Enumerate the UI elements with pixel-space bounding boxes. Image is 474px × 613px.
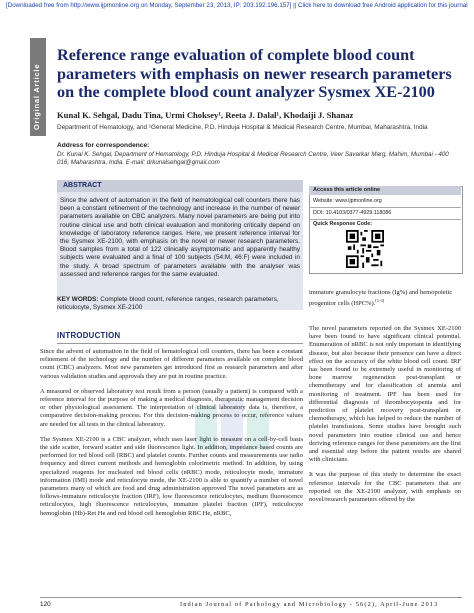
qr-label: Quick Response Code: <box>313 221 373 227</box>
doi-link[interactable]: DOI: 10.4103/0377-4929.118086 <box>313 210 392 216</box>
website-link[interactable]: Website: www.ijpmonline.org <box>313 198 382 204</box>
footer-rule <box>40 597 462 598</box>
keywords-list: Complete blood count, reference ranges, research parameters, reticulocyte, Sysmex XE-2100 <box>57 296 279 312</box>
correspondence-address: Dr. Kunal K. Sehgal, Department of Hematology, P.D. Hinduja Hospital & Medical Research Centre, Veer Savarkar Marg, Mahim, Mumbai - 400 016, Maharashtra, India. E-mail: drkunalsehgal@gmail.com <box>57 151 449 166</box>
left-column-body <box>40 348 303 525</box>
qr-code-icon[interactable] <box>346 230 384 268</box>
divider <box>309 219 461 220</box>
citation-ref[interactable]: [1-3] <box>375 298 385 304</box>
access-online-heading: Access this article online <box>313 187 381 193</box>
keywords <box>57 296 303 312</box>
right-intro-text <box>309 289 461 309</box>
paragraph: The novel parameters reported on the Sysmex XE-2100 have been found to have significant clinical potential. Enumeration of nRBC is not only important in identifying disease, but also because their presence can have a direct effect on the accuracy of the white blood cell count. IRF has been found to be extremely useful in monitoring of bone marrow regeneration post-transplant or chemotherapy and for classification of anemia and monitoring of treatment. IPF has been used for differential diagnosis of thrombocytopenia and for prediction of platelet recovery post-transplant or chemotherapy, which has helped to reduce the number of platelet transfusions. Some studies have brought such novel parameters into routine clinical use and hence deriving reference ranges for these parameters are the first and essential step before the patient results are shared with clinicians. <box>309 325 461 464</box>
section-rule <box>57 343 303 344</box>
right-intro-sentence: immature granulocyte fractions (Ig%) and hemopoietic progenitor cells (HPC%). <box>309 289 453 308</box>
address-label: Address for correspondence: <box>57 142 150 149</box>
paragraph: It was the purpose of this study to determine the exact reference intervals for the CBC parameters that are reported on the XE-2100 analyzer, with emphasis on novel/research parameters offered by the <box>309 471 461 504</box>
keywords-label: KEY WORDS: <box>57 296 99 303</box>
affiliation: Department of Hematology, and ¹General Medicine, P.D. Hinduja Hospital & Medical Research Centre, Mumbai, Maharashtra, India <box>57 124 428 131</box>
article-type-tab <box>30 38 46 136</box>
paragraph: Since the advent of automation in the field of hematological cell counters, there has been a constant refinement of the technology and the number of different parameters available on complete blood count (CBC) analyzers. Most new parameters get introduced first as research parameters and after various validation studies and approvals they are put in routine practice. <box>40 348 303 380</box>
right-column-body <box>309 325 461 511</box>
section-heading-introduction: INTRODUCTION <box>57 331 121 340</box>
abstract-text: Since the advent of automation in the field of hematological cell counters there has been a constant refinement of the technology and increase in the number of newer parameters available on CBC analyzers. Many novel parameters are being put into routine clinical use and both clinical evaluation and monitoring critically depend on knowledge of laboratory reference ranges. Here, we present reference interval for the Sysmex XE-2100, with emphasis on the novel or newer research parameters. Blood samples from a total of 122 clinically asymptomatic and apparently healthy subjects were evaluated and a final of 100 subjects (54:M, 46:F) were included in the study. A broad spectrum of parameters available with the analyser was assessed and reference ranges for the same evaluated. <box>60 197 300 278</box>
access-online-header <box>309 186 461 195</box>
divider <box>309 207 461 208</box>
download-banner-link[interactable]: [Downloaded free from http://www.ijpmonline.org on Monday, September 23, 2013, IP: 203.192.196.157] || Click here to download free Android application for this journal <box>6 2 468 9</box>
article-title: Reference range evaluation of complete blood count parameters with emphasis on newer research parameters on the complete blood count analyzer Sysmex XE-2100 <box>57 46 452 101</box>
paragraph: A measured or observed laboratory test result from a person (usually a patient) is compared with a reference interval for the purpose of making a medical diagnosis, therapeutic management decision or other physiological assessment. The interpretation of clinical laboratory data is, therefore, a comparative decision-making process. For this decision-making process to occur, reference values are needed for all tests in the clinical laboratory. <box>40 387 303 428</box>
journal-footer: Indian Journal of Pathology and Microbiology - 56(2), April-June 2013 <box>180 601 439 608</box>
paragraph: The Sysmex XE-2100 is a CBC analyzer, which uses laser light to measure on a cell-by-cell basis the side scatter, forward scatter and side fluorescence light. In addition, impedance based counts are performed for red blood cell (RBC) and platelet counts. Further counts and measurements use radio frequency and direct current methods and hemoglobin colorimetric method. In addition, by using specialized reagents for nucleated red blood cells (nRBC) mode, reticulocyte mode, immature information (IMI) mode and reticulocyte mode, the XE-2100 is able to quantify a number of novel parameters many of which are food and drug administration approved The novel parameters are as follows-immature reticulocyte fraction (IRF), low fluorescence reticulocytes, medium fluorescence reticulocytes, high fluorescence reticulocytes, immature platelet fraction (IPF), reticulocyte hemoglobin (Hb)-Ret He and red blood cell hemoglobin RBC He, nRBC, <box>40 435 303 517</box>
author-list: Kunal K. Sehgal, Dadu Tina, Urmi Choksey¹, Reeta J. Dalal¹, Khodaiji J. Shanaz <box>57 110 354 120</box>
abstract-header <box>57 180 303 192</box>
abstract-heading: ABSTRACT <box>63 182 102 189</box>
article-type-label: Original Article <box>32 63 41 130</box>
page-number: 120 <box>40 601 51 608</box>
